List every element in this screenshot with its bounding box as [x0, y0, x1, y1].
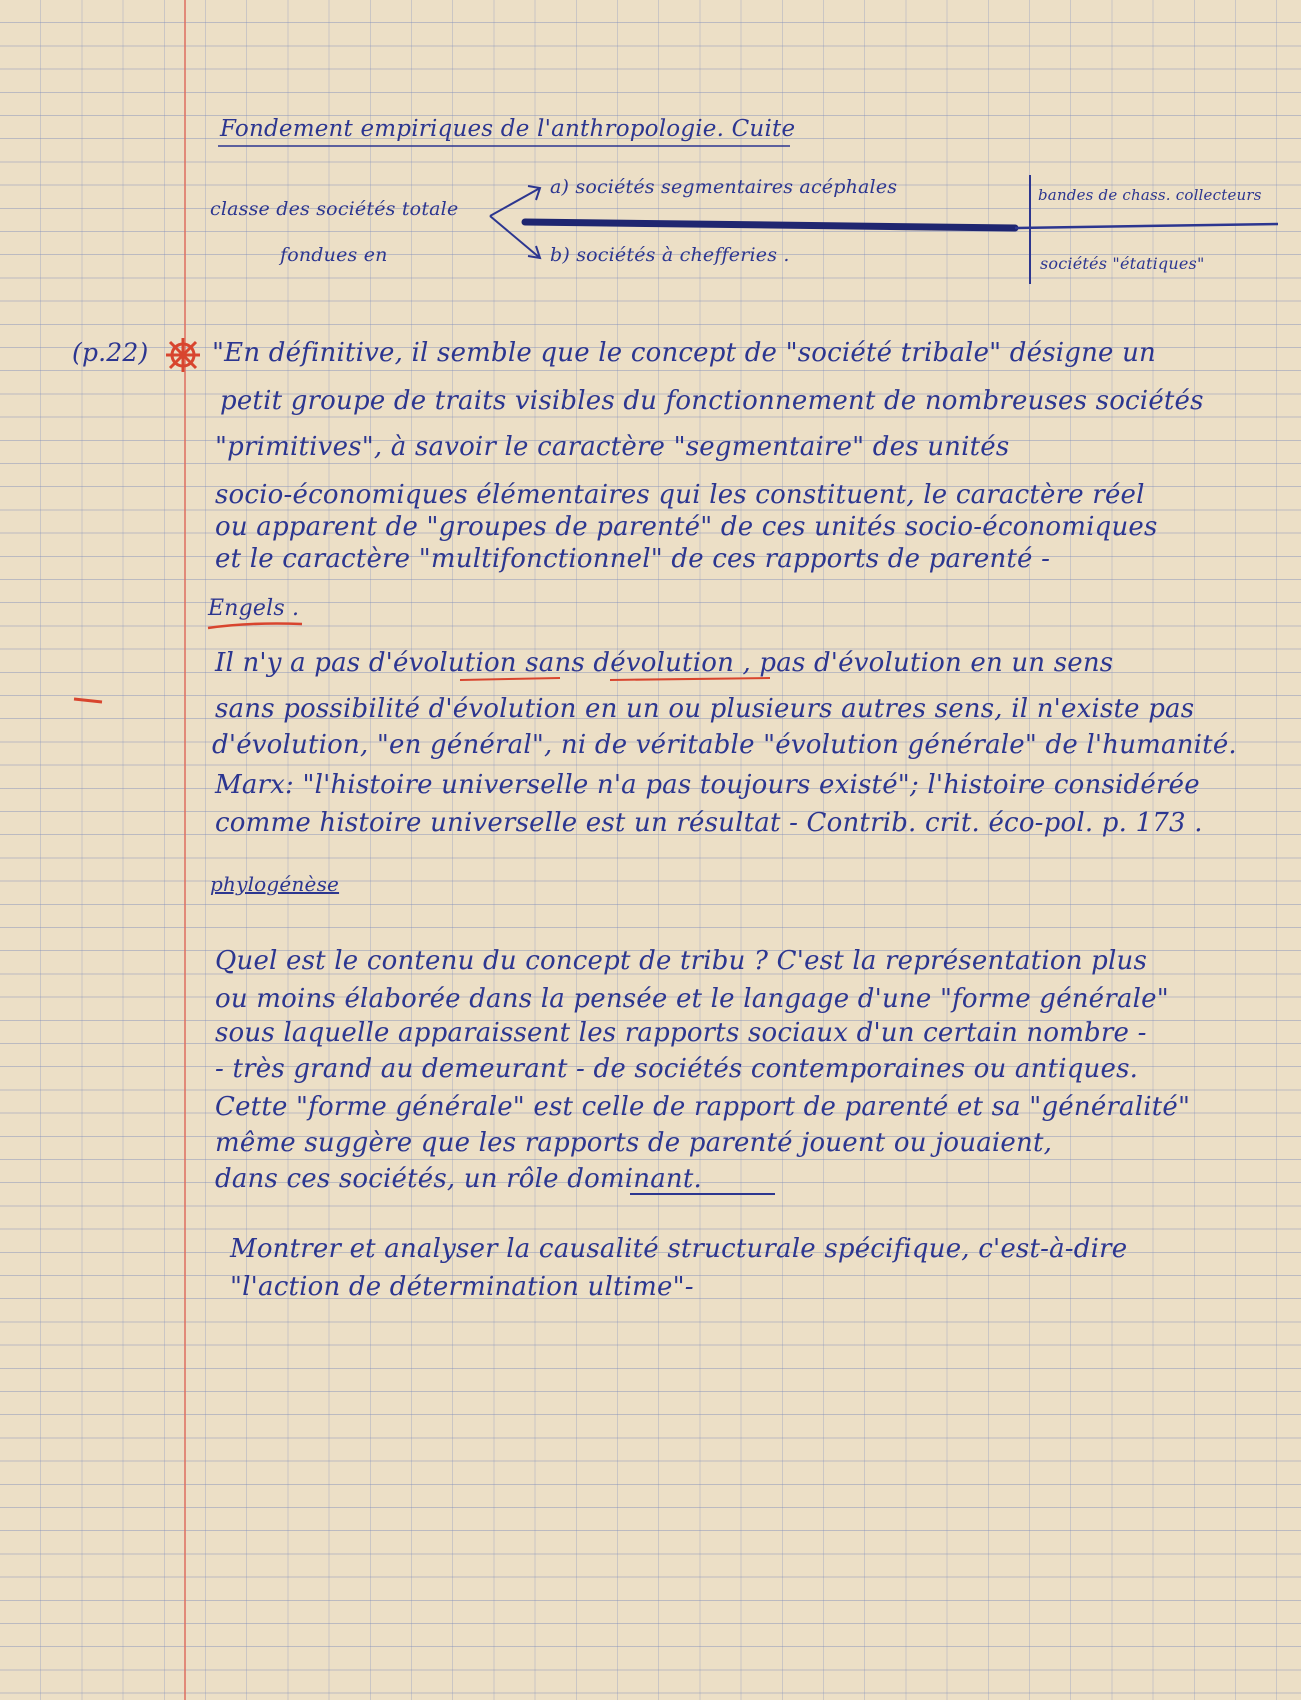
evolution-line: Marx: "l'histoire universelle n'a pas toujours existé"; l'histoire considérée — [215, 770, 1200, 800]
quote-line: "primitives", à savoir le caractère "segmentaire" des unités — [215, 432, 1010, 462]
schema-branch-b: b) sociétés à chefferies . — [550, 244, 790, 266]
schema-branch-a: a) sociétés segmentaires acéphales — [550, 176, 898, 198]
red-asterisk-icon — [166, 338, 200, 372]
closing-line: Montrer et analyser la causalité structurale spécifique, c'est-à-dire — [230, 1234, 1128, 1264]
page-title: Fondement empiriques de l'anthropologie. Cuite — [220, 116, 796, 142]
evolution-line: d'évolution, "en général", ni de véritable "évolution générale" de l'humanité. — [212, 730, 1237, 760]
tribe-line: même suggère que les rapports de parenté jouent ou jouaient, — [215, 1128, 1053, 1158]
evolution-red-underlines — [460, 678, 770, 680]
quote-line: ou apparent de "groupes de parenté" de ces unités socio-économiques — [215, 512, 1158, 542]
schema-right-bottom: sociétés "étatiques" — [1040, 254, 1205, 273]
margin-line — [184, 0, 186, 1700]
thick-separator — [525, 222, 1278, 228]
tribe-line: - très grand au demeurant - de sociétés contemporaines ou antiques. — [215, 1054, 1139, 1084]
engels-red-underline — [208, 624, 302, 629]
tribe-line: Quel est le contenu du concept de tribu ? C'est la représentation plus — [215, 946, 1147, 976]
tribe-line: Cette "forme générale" est celle de rapport de parenté et sa "généralité" — [215, 1092, 1191, 1122]
evolution-line: Il n'y a pas d'évolution sans dévolution , pas d'évolution en un sens — [215, 648, 1114, 678]
branch-arrows — [490, 186, 540, 258]
schema-left-bottom: fondues en — [280, 244, 388, 266]
red-margin-dash — [74, 699, 102, 702]
tribe-line: dans ces sociétés, un rôle dominant. — [215, 1164, 702, 1194]
heading-engels: Engels . — [208, 596, 300, 621]
margin-page-note: (p.22) — [72, 338, 149, 367]
schema-right-top: bandes de chass. collecteurs — [1038, 186, 1262, 204]
quote-line: petit groupe de traits visibles du fonctionnement de nombreuses sociétés — [220, 386, 1204, 416]
quote-line: "En définitive, il semble que le concept de "société tribale" désigne un — [212, 338, 1157, 368]
evolution-line: comme histoire universelle est un résultat - Contrib. crit. éco-pol. p. 173 . — [215, 808, 1203, 838]
tribe-line: ou moins élaborée dans la pensée et le langage d'une "forme générale" — [215, 984, 1169, 1014]
closing-line: "l'action de détermination ultime"- — [230, 1272, 694, 1302]
evolution-line: sans possibilité d'évolution en un ou plusieurs autres sens, il n'existe pas — [215, 694, 1195, 724]
quote-line: socio-économiques élémentaires qui les constituent, le caractère réel — [215, 480, 1145, 510]
quote-line: et le caractère "multifonctionnel" de ces rapports de parenté - — [215, 544, 1051, 574]
schema-left-top: classe des sociétés totale — [210, 198, 459, 220]
heading-phylogenese: phylogénèse — [210, 872, 340, 896]
tribe-line: sous laquelle apparaissent les rapports sociaux d'un certain nombre - — [215, 1018, 1147, 1048]
